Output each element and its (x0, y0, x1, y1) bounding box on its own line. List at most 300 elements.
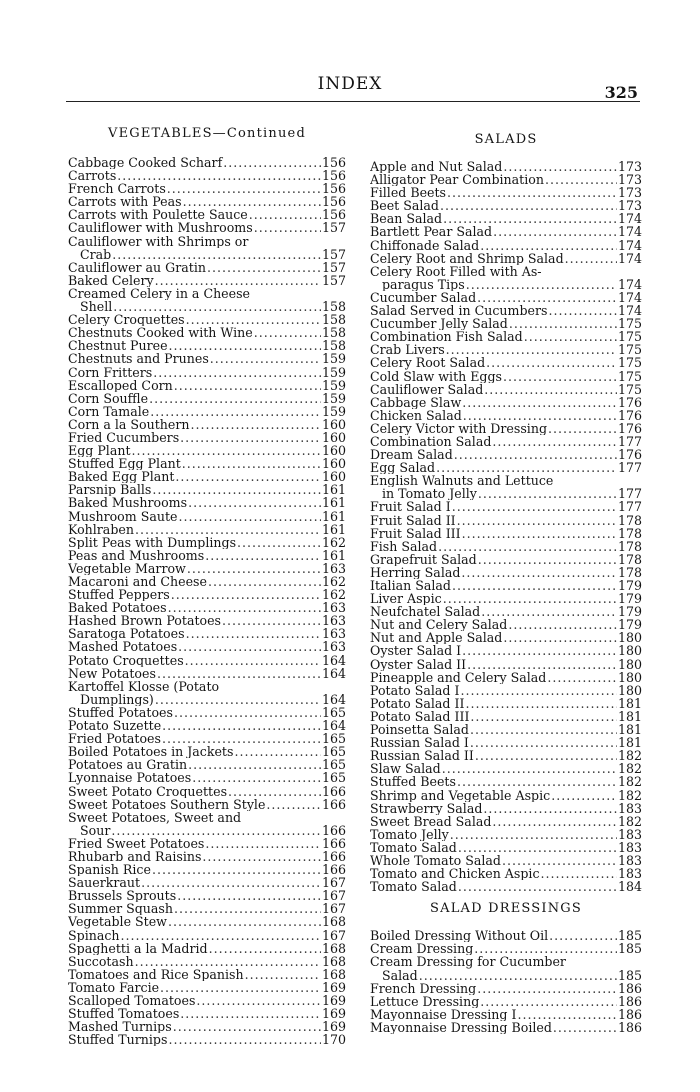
entry-page-number: 167 (321, 902, 346, 916)
entry-name: Slaw Salad (370, 762, 441, 776)
entry-page-number: 157 (321, 273, 346, 287)
dot-leader (266, 798, 321, 811)
index-entry (68, 470, 346, 483)
entry-page-number: 165 (321, 745, 346, 759)
dot-leader (177, 889, 321, 902)
salad-dressings-index-list (370, 929, 642, 1034)
dot-leader (470, 710, 617, 723)
dot-leader (162, 719, 321, 732)
index-entry (68, 994, 346, 1007)
entry-name: Creamed Celery in a Cheese (68, 286, 251, 301)
entry-name: Mayonnaise Dressing Boiled (370, 1020, 552, 1034)
index-entry (370, 592, 642, 605)
index-entry (370, 383, 642, 396)
entry-name: Crab Livers (370, 343, 445, 357)
index-entry (68, 510, 346, 523)
index-entry (370, 671, 642, 684)
dot-leader (155, 274, 321, 287)
entry-name: Escalloped Corn (68, 378, 173, 392)
dot-leader (117, 169, 321, 182)
entry-name: Tomato Jelly (370, 827, 449, 841)
entry-page-number: 167 (321, 928, 346, 942)
entry-name: Chestnuts and Prunes (68, 352, 209, 366)
index-entry (68, 654, 346, 667)
dot-leader (462, 527, 617, 540)
dot-leader (245, 968, 321, 981)
left-column (68, 124, 346, 1046)
index-entry (370, 448, 642, 461)
entry-name: Russian Salad I (370, 736, 469, 750)
entry-page-number: 157 (321, 247, 346, 261)
entry-page-number: 170 (321, 1033, 346, 1047)
entry-page-number: 174 (617, 304, 642, 318)
entry-name: Cabbage Slaw (370, 395, 462, 409)
entry-page-number: 177 (617, 500, 642, 514)
entry-name: Spaghetti a la Madrid (68, 941, 208, 955)
entry-name: Herring Salad (370, 565, 461, 579)
index-entry (370, 225, 642, 238)
dot-leader (452, 579, 617, 592)
entry-page-number: 156 (321, 156, 346, 170)
entry-page-number: 182 (617, 775, 642, 789)
entry-page-number: 181 (617, 723, 642, 737)
entry-page-number: 162 (321, 575, 346, 589)
entry-page-number: 173 (617, 199, 642, 213)
entry-page-number: 169 (321, 1007, 346, 1021)
index-entry (68, 837, 346, 850)
index-entry (68, 680, 346, 693)
dot-leader (190, 418, 320, 431)
entry-name: Fruit Salad III (370, 526, 461, 540)
index-entry (68, 614, 346, 627)
dot-leader (207, 261, 321, 274)
entry-page-number: 159 (321, 391, 346, 405)
dot-leader (183, 195, 321, 208)
dot-leader (463, 409, 617, 422)
entry-name: Fish Salad (370, 539, 438, 553)
index-entry (68, 798, 346, 811)
index-entry (370, 969, 642, 982)
dot-leader (152, 483, 321, 496)
dot-leader (113, 300, 321, 313)
dot-leader (419, 969, 617, 982)
index-entry (68, 549, 346, 562)
index-entry (68, 457, 346, 470)
index-entry (68, 444, 346, 457)
entry-page-number: 164 (321, 719, 346, 733)
entry-page-number: 181 (617, 696, 642, 710)
dot-leader (480, 995, 617, 1008)
entry-page-number: 182 (617, 749, 642, 763)
dot-leader (205, 837, 321, 850)
entry-name: Liver Aspic (370, 592, 442, 606)
dot-leader (436, 461, 617, 474)
index-entry (68, 418, 346, 431)
index-entry (68, 575, 346, 588)
entry-page-number: 166 (321, 849, 346, 864)
dot-leader (457, 514, 617, 527)
index-entry (370, 1008, 642, 1021)
dot-leader (548, 304, 616, 317)
entry-page-number: 183 (617, 867, 642, 881)
dot-leader (446, 343, 617, 356)
dot-leader (188, 496, 321, 509)
entry-page-number: 185 (617, 929, 642, 943)
dot-leader (545, 173, 617, 186)
entry-name: Boiled Potatoes in Jackets (68, 745, 234, 759)
index-entry (68, 339, 346, 352)
entry-page-number: 167 (321, 889, 346, 903)
index-entry (370, 304, 642, 317)
entry-name: Vegetable Marrow (68, 561, 186, 575)
entry-page-number: 178 (617, 552, 642, 566)
dot-leader (502, 854, 617, 867)
entry-name: Potato Salad III (370, 709, 470, 724)
dot-leader (175, 470, 321, 483)
entry-page-number: 163 (321, 601, 346, 615)
dot-leader (168, 1033, 320, 1046)
entry-name: Italian Salad (370, 579, 451, 593)
entry-name: Stuffed Tomatoes (68, 1007, 180, 1021)
entry-page-number: 182 (617, 814, 642, 828)
entry-page-number: 165 (321, 732, 346, 746)
index-entry (68, 758, 346, 771)
dot-leader (178, 510, 320, 523)
entry-page-number: 165 (321, 771, 346, 785)
entry-page-number: 176 (617, 408, 642, 422)
dot-leader (149, 392, 321, 405)
dot-leader (517, 1008, 617, 1021)
entry-page-number: 183 (617, 801, 642, 815)
dot-leader (565, 252, 617, 265)
entry-name: Stuffed Egg Plant (68, 457, 181, 471)
entry-name: Fried Sweet Potatoes (68, 836, 205, 850)
entry-name: Chestnuts Cooked with Wine (68, 326, 253, 340)
entry-name: Egg Salad (370, 461, 436, 475)
entry-name: Potato Suzette (68, 719, 162, 733)
dot-leader (111, 824, 321, 837)
entry-page-number: 166 (321, 797, 346, 811)
index-entry (68, 326, 346, 339)
entry-name: French Dressing (370, 981, 477, 995)
dot-leader (169, 339, 321, 352)
dot-leader (493, 225, 617, 238)
entry-name: Chestnut Puree (68, 339, 168, 353)
entry-name: Sweet Bread Salad (370, 814, 492, 828)
index-entry (370, 841, 642, 854)
entry-page-number: 178 (617, 526, 642, 540)
entry-page-number: 176 (617, 395, 642, 409)
dot-leader (474, 942, 617, 955)
index-entry (370, 278, 642, 291)
entry-name: Cold Slaw with Eggs (370, 369, 503, 383)
entry-name: Summer Squash (68, 902, 173, 916)
entry-name: Cauliflower au Gratin (68, 260, 206, 274)
entry-page-number: 185 (617, 942, 642, 956)
index-entry (370, 527, 642, 540)
index-entry (370, 252, 642, 265)
index-entry (68, 824, 346, 837)
entry-name: Crab (80, 247, 112, 261)
entry-page-number: 175 (617, 343, 642, 357)
entry-name: paragus Tips (382, 277, 465, 291)
dot-leader (160, 981, 321, 994)
entry-page-number: 184 (617, 880, 642, 894)
index-entry (68, 287, 346, 300)
dot-leader (484, 383, 617, 396)
index-entry (68, 352, 346, 365)
entry-page-number: 169 (321, 1020, 346, 1034)
entry-name: Lyonnaise Potatoes (68, 771, 192, 785)
index-entry (370, 955, 642, 968)
entry-name: Corn Tamale (68, 404, 150, 418)
entry-name: Poinsetta Salad (370, 723, 469, 737)
entry-page-number: 181 (617, 736, 642, 750)
dot-leader (477, 982, 617, 995)
entry-name: Oyster Salad I (370, 644, 462, 658)
entry-page-number: 169 (321, 980, 346, 994)
entry-name: Spanish Rice (68, 863, 151, 877)
dot-leader (112, 248, 321, 261)
index-entry (370, 867, 642, 880)
index-entry (370, 356, 642, 369)
index-entry (370, 710, 642, 723)
entry-page-number: 173 (617, 186, 642, 200)
entry-name: Baked Egg Plant (68, 470, 175, 484)
dot-leader (167, 182, 321, 195)
dot-leader (458, 841, 617, 854)
entry-name: Whole Tomato Salad (370, 853, 501, 868)
entry-page-number: 177 (617, 434, 642, 449)
dot-leader (551, 789, 617, 802)
entry-page-number: 175 (617, 356, 642, 370)
index-entry (370, 775, 642, 788)
entry-name: Tomatoes and Rice Spanish (68, 967, 244, 981)
dot-leader (475, 749, 617, 762)
index-entry (68, 431, 346, 444)
index-entry (370, 474, 642, 487)
entry-name: Mashed Potatoes (68, 640, 178, 654)
entry-name: Fruit Salad II (370, 513, 456, 527)
index-entry (370, 409, 642, 422)
index-entry (370, 1021, 642, 1034)
dot-leader (503, 160, 617, 173)
index-entry (68, 889, 346, 902)
dot-leader (438, 540, 617, 553)
index-entry (68, 248, 346, 261)
dot-leader (467, 658, 617, 671)
entry-page-number: 174 (617, 238, 642, 252)
dot-leader (470, 736, 617, 749)
entry-page-number: 161 (321, 496, 346, 510)
index-entry (68, 850, 346, 863)
entry-page-number: 158 (321, 326, 346, 340)
dot-leader (452, 500, 617, 513)
index-entry (370, 982, 642, 995)
entry-page-number: 179 (617, 579, 642, 593)
index-entry (68, 902, 346, 915)
dot-leader (186, 313, 321, 326)
index-entry (68, 496, 346, 509)
dot-leader (457, 775, 617, 788)
index-entry (68, 863, 346, 876)
entry-name: Potatoes au Gratin (68, 758, 188, 772)
entry-name: Bean Salad (370, 212, 443, 226)
entry-name: Stuffed Turnips (68, 1033, 168, 1047)
entry-page-number: 183 (617, 853, 642, 868)
index-entry (68, 719, 346, 732)
entry-name: Chiffonade Salad (370, 238, 480, 252)
entry-name: Dumplings) (80, 692, 154, 706)
right-column (370, 124, 642, 1034)
dot-leader (135, 523, 321, 536)
entry-name: English Walnuts and Lettuce (370, 474, 554, 488)
entry-page-number: 163 (321, 627, 346, 641)
entry-page-number: 169 (321, 994, 346, 1008)
entry-name: Oyster Salad II (370, 657, 467, 671)
dot-leader (192, 771, 321, 784)
index-entry (68, 915, 346, 928)
index-entry (370, 762, 642, 775)
index-entry (68, 785, 346, 798)
entry-page-number: 163 (321, 561, 346, 575)
entry-page-number: 174 (617, 212, 642, 226)
entry-name: Salad (382, 968, 418, 982)
entry-page-number: 156 (321, 208, 346, 222)
entry-page-number: 176 (617, 421, 642, 435)
index-entry (68, 968, 346, 981)
dot-leader (462, 644, 617, 657)
dot-leader (174, 706, 321, 719)
dot-leader (168, 915, 321, 928)
entry-name: Stuffed Beets (370, 775, 456, 789)
entry-page-number: 160 (321, 430, 346, 445)
index-entry (370, 199, 642, 212)
dot-leader (150, 405, 321, 418)
entry-page-number: 186 (617, 981, 642, 995)
dot-leader (208, 575, 321, 588)
index-entry (370, 929, 642, 942)
entry-name: Parsnip Balls (68, 483, 152, 497)
dot-leader (478, 553, 617, 566)
index-entry (68, 274, 346, 287)
dot-leader (465, 697, 617, 710)
dot-leader (549, 929, 617, 942)
dot-leader (503, 370, 617, 383)
entry-name: Carrots (68, 169, 117, 183)
index-entry (68, 392, 346, 405)
entry-page-number: 179 (617, 618, 642, 632)
index-entry (370, 514, 642, 527)
index-entry (370, 995, 642, 1008)
dot-leader (460, 684, 616, 697)
entry-page-number: 173 (617, 173, 642, 187)
entry-page-number: 178 (617, 565, 642, 579)
entry-page-number: 180 (617, 670, 642, 684)
dot-leader (178, 640, 321, 653)
dot-leader (480, 239, 617, 252)
dot-leader (153, 366, 321, 379)
entry-name: Tomato Salad (370, 880, 457, 894)
dot-leader (466, 278, 617, 291)
index-entry (68, 876, 346, 889)
entry-name: Cream Dressing for Cucumber (370, 955, 566, 969)
index-entry (370, 553, 642, 566)
index-entry (68, 1020, 346, 1033)
dot-leader (254, 326, 321, 339)
entry-page-number: 179 (617, 592, 642, 606)
index-entry (370, 880, 642, 893)
dot-leader (440, 199, 617, 212)
entry-page-number: 180 (617, 683, 642, 697)
index-entry (68, 929, 346, 942)
entry-name: Baked Mushrooms (68, 496, 188, 510)
entry-name: Cream Dressing (370, 942, 474, 956)
dot-leader (135, 955, 321, 968)
entry-name: Russian Salad II (370, 749, 474, 763)
entry-name: Corn a la Southern (68, 417, 190, 431)
index-entry (68, 693, 346, 706)
dot-leader (205, 549, 321, 562)
entry-name: Cabbage Cooked Scharf (68, 156, 223, 170)
index-entry (370, 461, 642, 474)
page-title: INDEX (317, 74, 383, 94)
index-entry (68, 562, 346, 575)
dot-leader (458, 880, 617, 893)
entry-page-number: 159 (321, 352, 346, 366)
entry-page-number: 166 (321, 823, 346, 837)
index-entry (370, 291, 642, 304)
index-entry (370, 802, 642, 815)
entry-name: Tomato Farcie (68, 980, 160, 994)
entry-page-number: 163 (321, 614, 346, 628)
index-entry (370, 942, 642, 955)
entry-name: New Potatoes (68, 666, 156, 680)
entry-page-number: 163 (321, 640, 346, 654)
entry-page-number: 175 (617, 382, 642, 396)
index-entry (68, 601, 346, 614)
index-entry (370, 789, 642, 802)
entry-page-number: 159 (321, 378, 346, 392)
entry-name: Apple and Nut Salad (370, 160, 503, 174)
entry-name: Cauliflower with Shrimps or (68, 234, 249, 248)
index-entry (68, 811, 346, 824)
dot-leader (141, 876, 321, 889)
index-entry (68, 208, 346, 221)
index-entry (68, 536, 346, 549)
entry-name: Succotash (68, 954, 134, 968)
entry-name: Nut and Celery Salad (370, 618, 508, 632)
index-entry (68, 640, 346, 653)
entry-page-number: 174 (617, 277, 642, 291)
index-entry (68, 156, 346, 169)
entry-page-number: 185 (617, 968, 642, 982)
section-heading-vegetables: VEGETABLES—Continued (108, 126, 306, 141)
dot-leader (492, 435, 617, 448)
index-entry (68, 1007, 346, 1020)
entry-name: Fried Cucumbers (68, 430, 180, 445)
index-entry (370, 487, 642, 500)
dot-leader (503, 631, 617, 644)
index-entry (68, 706, 346, 719)
entry-page-number: 182 (617, 762, 642, 776)
index-entry (68, 300, 346, 313)
dot-leader (483, 802, 617, 815)
index-entry (370, 212, 642, 225)
index-entry (68, 1033, 346, 1046)
entry-name: Potato Salad II (370, 696, 465, 710)
entry-name: Cauliflower with Mushrooms (68, 221, 253, 235)
